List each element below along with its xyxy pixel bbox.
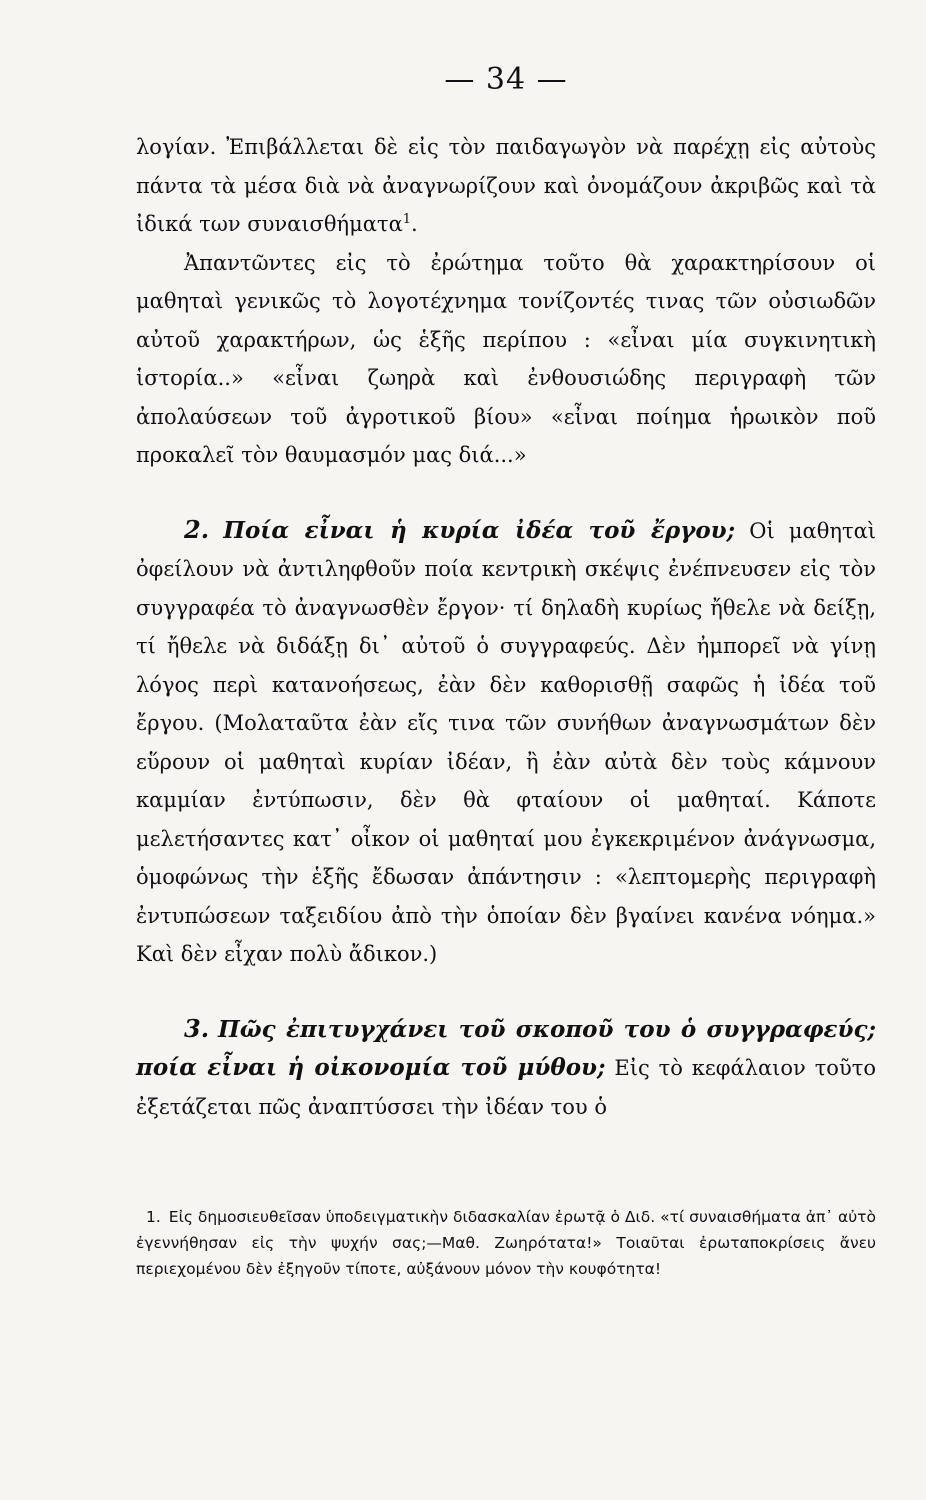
- paragraph-1: [136, 128, 876, 244]
- question-2-number: 2.: [184, 514, 210, 544]
- paragraph-1-end: .: [411, 212, 418, 236]
- page-number: — 34 —: [444, 62, 568, 97]
- question-3-number: 3.: [184, 1013, 210, 1043]
- footnote: [136, 1204, 876, 1282]
- question-3-text: Εἰς τὸ κεφάλαιον τοῦτο ἐξετάζεται πῶς ἀναπτύσσει τὴν ἰδέαν του ὁ: [136, 1056, 876, 1119]
- paragraph-1-text: λογίαν. Ἐπιβάλλεται δὲ εἰς τὸν παιδαγωγὸν νὰ παρέχῃ εἰς αὐτοὺς πάντα τὰ μέσα διὰ νὰ ἀναγνωρίζουν καὶ ὀνομάζουν ἀκριβῶς καὶ τὰ ἰδικά των συναισθήματα: [136, 135, 876, 236]
- book-page: [136, 60, 876, 1460]
- paragraph-2: Ἀπαντῶντες εἰς τὸ ἐρώτημα τοῦτο θὰ χαρακτηρίσουν οἱ μαθηταὶ γενικῶς τὸ λογοτέχνημα τονίζοντές τινας τῶν οὐσιωδῶν αὐτοῦ χαρακτήρων, ὡς ἑξῆς περίπου : «εἶναι μία συγκινητικὴ ἱστορία..» «εἶναι ζωηρὰ καὶ ἐνθουσιώδης περιγραφὴ τῶν ἀπολαύσεων τοῦ ἀγροτικοῦ βίου» «εἶναι ποίημα ἡρωικὸν ποῦ προκαλεῖ τὸν θαυμασμόν μας διά...»: [136, 250, 876, 467]
- spacer: [136, 475, 876, 511]
- question-2-paragraph: [136, 511, 876, 974]
- footnote-text: Εἰς δημοσιευθεῖσαν ὑποδειγματικὴν διδασκαλίαν ἐρωτᾷ ὁ Διδ. «τί συναισθήματα ἀπ᾽ αὐτὸ ἐγεννήθησαν εἰς τὴν ψυχήν σας;—Μαθ. Ζωηρότατα!» Τοιαῦται ἐρωταποκρίσεις ἄνευ περιεχομένου δὲν ἐξηγοῦν τίποτε, αὐξάνουν μόνον τὴν κουφότητα!: [136, 1208, 876, 1278]
- question-3-paragraph: [136, 1010, 876, 1127]
- question-2-text: Οἱ μαθηταὶ ὀφείλουν νὰ ἀντιληφθοῦν ποία κεντρικὴ σκέψις ἐνέπνευσεν εἰς τὸν συγγραφέα τὸ ἀναγνωσθὲν ἔργον· τί δηλαδὴ κυρίως ἤθελε νὰ δείξῃ, τί ἤθελε νὰ διδάξῃ δι᾽ αὐτοῦ ὁ συγγραφεύς. Δὲν ἠμπορεῖ νὰ γίνῃ λόγος περὶ κατανοήσεως, ἐὰν δὲν καθορισθῇ σαφῶς ἡ ἰδέα τοῦ ἔργου. (Μολαταῦτα ἐὰν εἴς τινα τῶν συνήθων ἀναγνωσμάτων δὲν εὕρουν οἱ μαθηταὶ κυρίαν ἰδέαν, ἢ ἐὰν αὐτὰ δὲν τοὺς κάμνουν καμμίαν ἐντύπωσιν, δὲν θὰ φταίουν οἱ μαθηταί. Κάποτε μελετήσαντες κατ᾽ οἶκον οἱ μαθηταί μου ἐγκεκριμένον ἀνάγνωσμα, ὁμοφώνως τὴν ἑξῆς ἔδωσαν ἀπάντησιν : «λεπτομερὴς περιγραφὴ ἐντυπώσεων ταξειδίου ἀπὸ τὴν ὁποίαν δὲν βγαίνει κανένα νόημα.» Καὶ δὲν εἶχαν πολὺ ἄδικον.): [136, 518, 876, 966]
- footnote-reference: 1: [402, 212, 412, 227]
- footnote-mark: 1.: [146, 1208, 161, 1226]
- question-3-title: Πῶς ἐπιτυγχάνει τοῦ σκοποῦ του ὁ συγγραφεύς; ποία εἶναι ἡ οἰκονομία τοῦ μύθου;: [136, 1015, 876, 1081]
- question-2-title: Ποία εἶναι ἡ κυρία ἰδέα τοῦ ἔργου;: [223, 516, 736, 544]
- spacer: [136, 974, 876, 1010]
